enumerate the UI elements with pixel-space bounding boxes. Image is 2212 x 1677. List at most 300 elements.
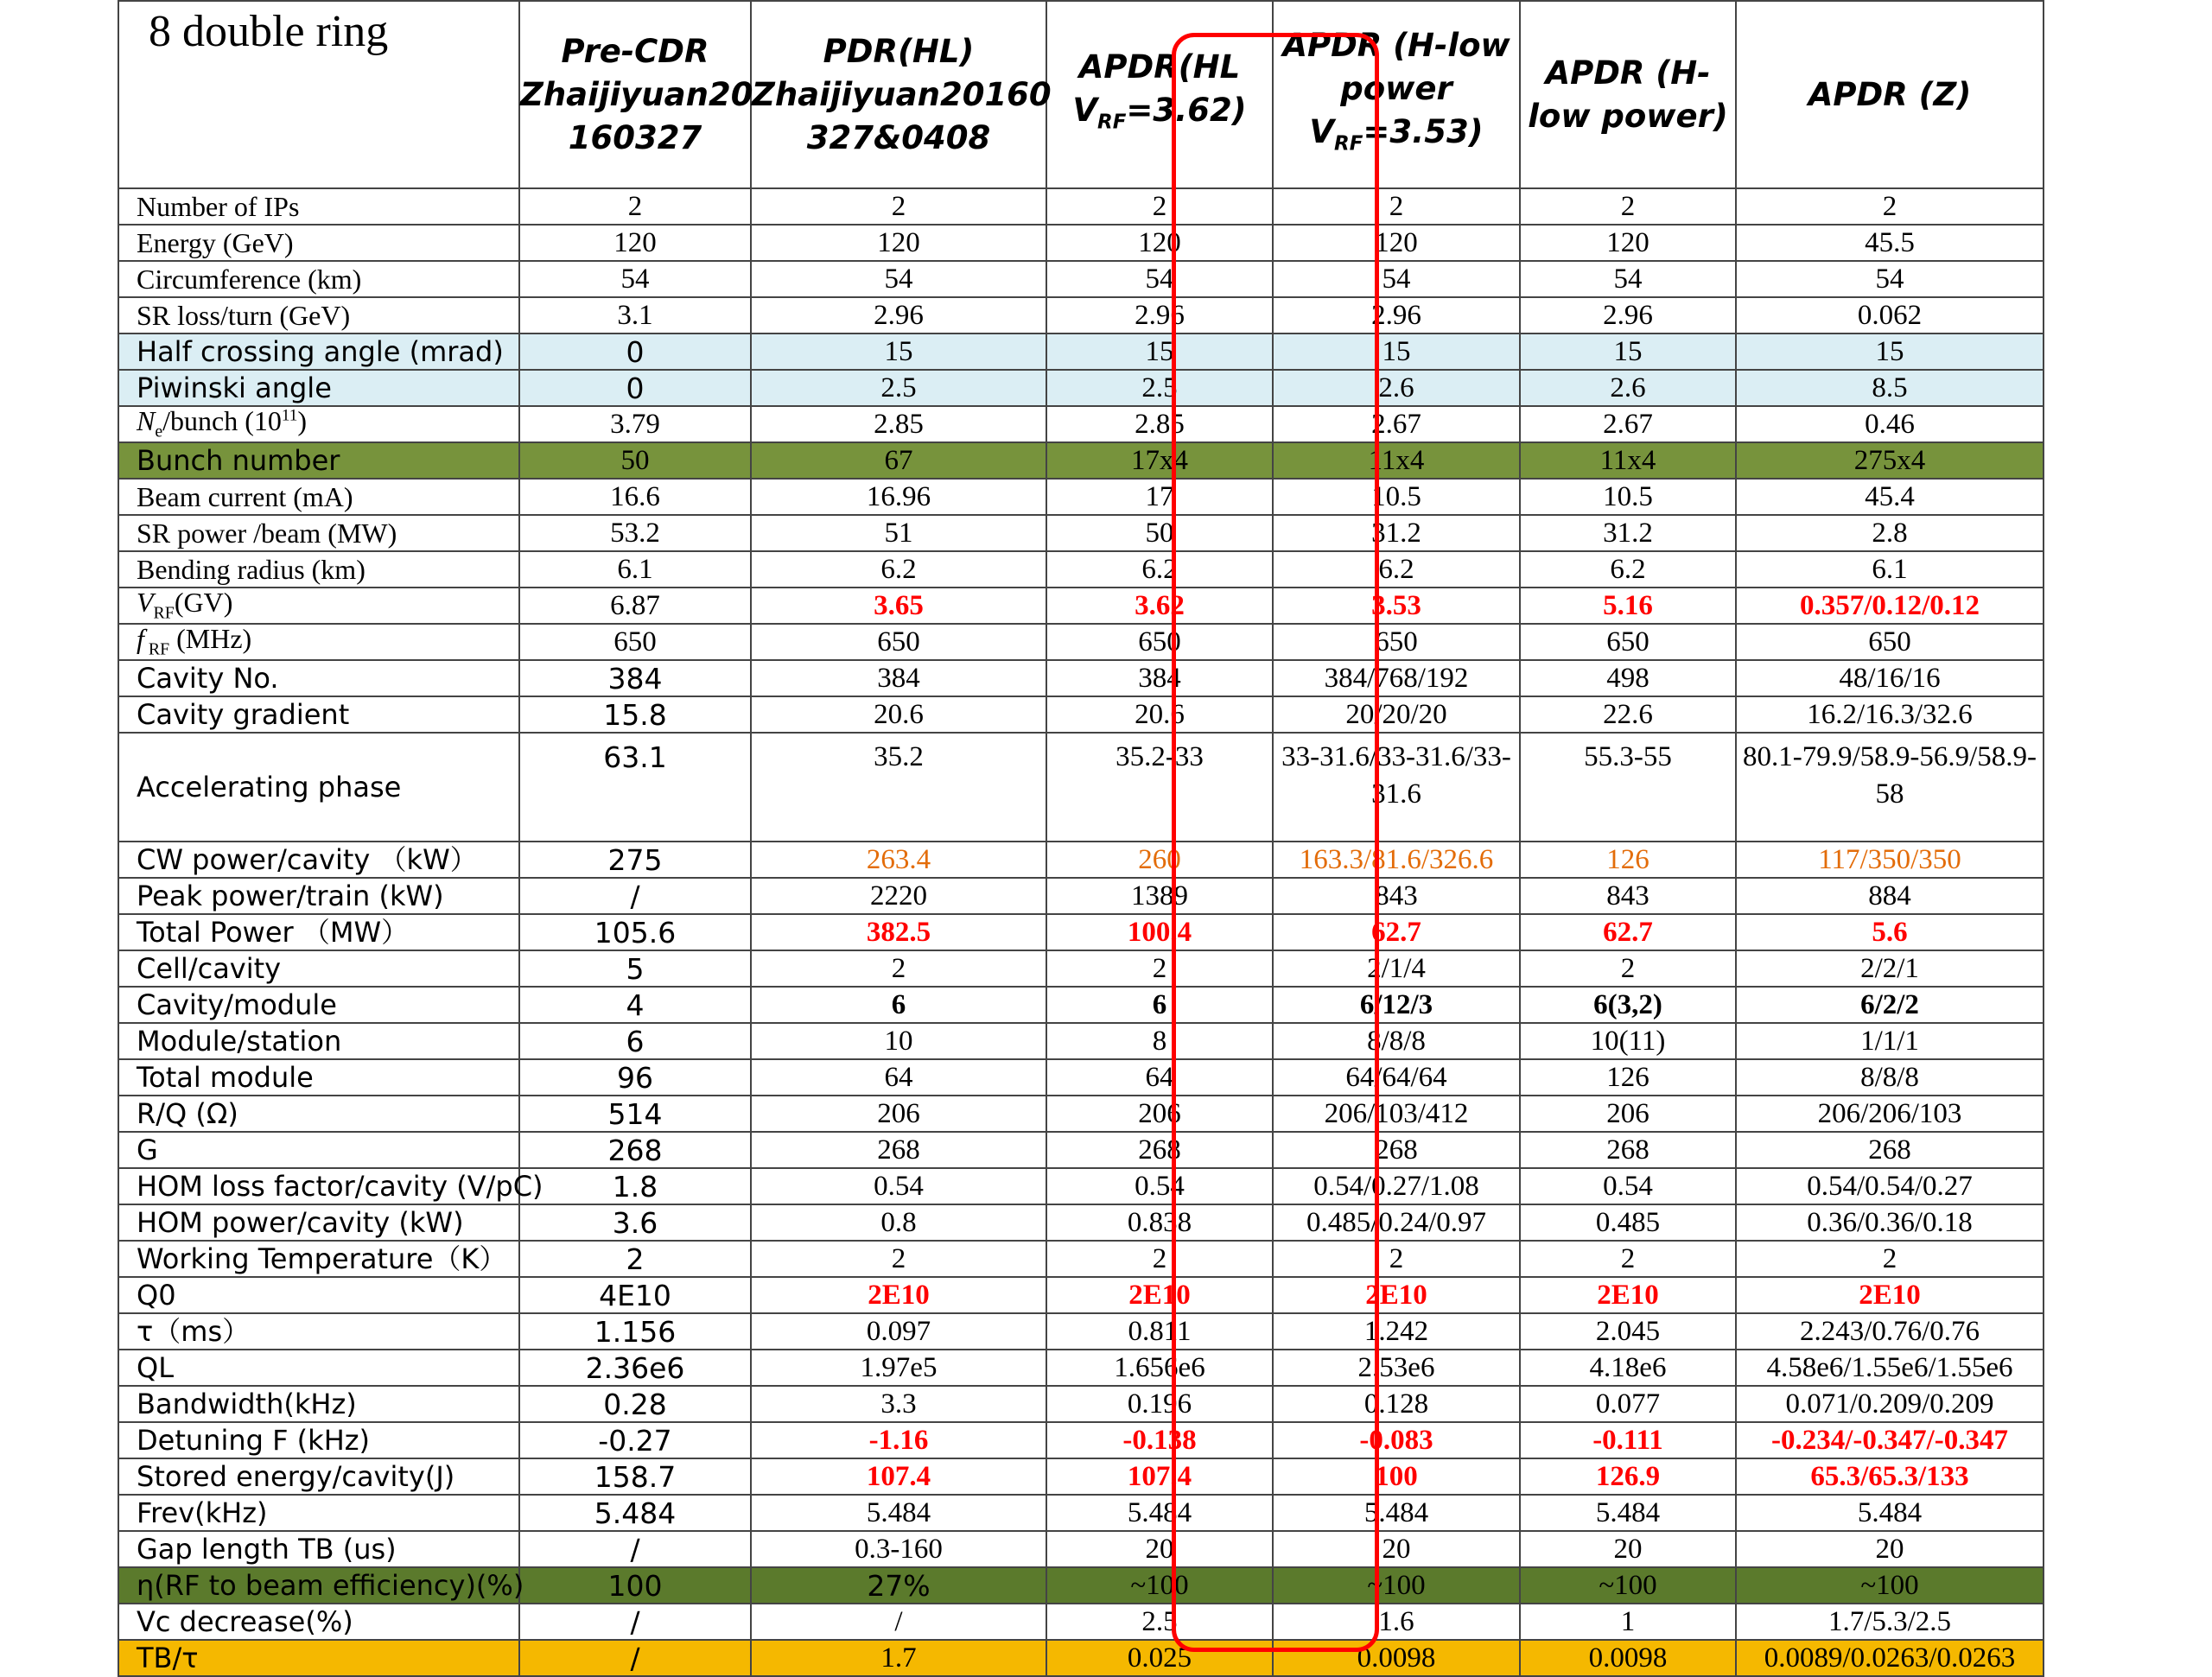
table-cell: 2 [519, 1241, 751, 1277]
table-cell: 51 [751, 515, 1046, 551]
table-cell: 8.5 [1736, 370, 2044, 406]
row-label-q0: Q0 [118, 1277, 519, 1313]
table-cell: 5 [519, 950, 751, 987]
row-label-tb: TB/τ [118, 1640, 519, 1676]
table-cell: 0.025 [1046, 1640, 1273, 1676]
table-cell: ~100 [1520, 1567, 1736, 1604]
table-cell: 650 [519, 624, 751, 660]
row-label-ql: QL [118, 1350, 519, 1386]
table-cell: 3.6 [519, 1204, 751, 1241]
table-cell: 0.357/0.12/0.12 [1736, 588, 2044, 624]
table-cell: 2.96 [1520, 297, 1736, 333]
row-label-cavity-module: Cavity/module [118, 987, 519, 1023]
table-cell: 0.54/0.54/0.27 [1736, 1168, 2044, 1204]
table-cell: 884 [1736, 878, 2044, 914]
table-row [118, 624, 2044, 660]
table-cell: 0.485 [1520, 1204, 1736, 1241]
table-cell: 22.6 [1520, 696, 1736, 733]
table-cell: 1.656e6 [1046, 1350, 1273, 1386]
table-cell: 2 [1046, 188, 1273, 225]
header-row [118, 1, 2044, 188]
table-row [118, 1604, 2044, 1640]
table-cell: 206 [1520, 1096, 1736, 1132]
table-cell: 35.2 [751, 733, 1046, 842]
table-row [118, 878, 2044, 914]
table-cell: 100.4 [1046, 914, 1273, 950]
table-cell: 843 [1273, 878, 1520, 914]
parameter-table-container [118, 0, 2043, 1675]
table-cell: 80.1-79.9/58.9-56.9/58.9-58 [1736, 733, 2044, 842]
table-cell: 105.6 [519, 914, 751, 950]
table-cell: 5.484 [519, 1495, 751, 1531]
table-cell: 268 [751, 1132, 1046, 1168]
table-cell: 54 [1736, 261, 2044, 297]
table-cell: 0.071/0.209/0.209 [1736, 1386, 2044, 1422]
table-cell: 1/1/1 [1736, 1023, 2044, 1059]
table-row [118, 1640, 2044, 1676]
table-cell: 2/2/1 [1736, 950, 2044, 987]
table-cell: 0 [519, 333, 751, 370]
table-row [118, 660, 2044, 696]
row-label-detuning-f-khz: Detuning F (kHz) [118, 1422, 519, 1458]
table-cell: 2.243/0.76/0.76 [1736, 1313, 2044, 1350]
table-row [118, 479, 2044, 515]
table-cell: 206 [751, 1096, 1046, 1132]
table-cell: 206 [1046, 1096, 1273, 1132]
table-cell: 6.2 [1520, 551, 1736, 588]
table-row [118, 1168, 2044, 1204]
table-cell: 120 [1273, 225, 1520, 261]
row-label-gap-length-tb-us: Gap length TB (us) [118, 1531, 519, 1567]
table-cell: 268 [519, 1132, 751, 1168]
table-cell: 263.4 [751, 842, 1046, 878]
table-cell: 0.0089/0.0263/0.0263 [1736, 1640, 2044, 1676]
table-cell: 6.2 [751, 551, 1046, 588]
table-cell: 2 [751, 188, 1046, 225]
table-cell: 2.5 [1046, 1604, 1273, 1640]
table-row [118, 515, 2044, 551]
table-cell: 384/768/192 [1273, 660, 1520, 696]
row-label-cavity-no: Cavity No. [118, 660, 519, 696]
table-cell: 3.79 [519, 406, 751, 442]
table-cell: 2.85 [1046, 406, 1273, 442]
table-cell: 384 [519, 660, 751, 696]
table-cell: 2 [1273, 188, 1520, 225]
table-cell: 117/350/350 [1736, 842, 2044, 878]
table-cell: 268 [1736, 1132, 2044, 1168]
table-cell: 126.9 [1520, 1458, 1736, 1495]
table-cell: 48/16/16 [1736, 660, 2044, 696]
row-label-hom-power-cavity-kw: HOM power/cavity (kW) [118, 1204, 519, 1241]
table-cell: 382.5 [751, 914, 1046, 950]
table-cell: 268 [1273, 1132, 1520, 1168]
table-cell: 5.484 [1046, 1495, 1273, 1531]
table-cell: ~100 [1736, 1567, 2044, 1604]
table-row [118, 1059, 2044, 1096]
table-cell: 0.54 [1520, 1168, 1736, 1204]
table-cell: 5.484 [1520, 1495, 1736, 1531]
table-cell: 650 [1046, 624, 1273, 660]
table-cell: 120 [1046, 225, 1273, 261]
row-label-bending-radius-km: Bending radius (km) [118, 551, 519, 588]
table-cell: 0.54 [751, 1168, 1046, 1204]
table-cell: 0.838 [1046, 1204, 1273, 1241]
col-header-apdr-h-low-power: APDR (H- low power) [1520, 1, 1736, 188]
table-cell: 5.484 [1736, 1495, 2044, 1531]
row-label-piwinski-angle: Piwinski angle [118, 370, 519, 406]
col-header-pre-cdr: Pre-CDR Zhaijiyuan20 160327 [519, 1, 751, 188]
row-label-frev-khz: Frev(kHz) [118, 1495, 519, 1531]
table-cell: 650 [1520, 624, 1736, 660]
row-label-half-crossing-angle-mrad: Half crossing angle (mrad) [118, 333, 519, 370]
row-label-cw-power-cavity-kw: CW power/cavity （kW） [118, 842, 519, 878]
table-cell: -0.138 [1046, 1422, 1273, 1458]
row-label-sr-loss-turn-gev: SR loss/turn (GeV) [118, 297, 519, 333]
table-cell: 11x4 [1273, 442, 1520, 479]
table-cell: / [519, 1531, 751, 1567]
table-cell: 6.2 [1046, 551, 1273, 588]
table-row [118, 842, 2044, 878]
table-cell: 15 [1520, 333, 1736, 370]
table-cell: 8/8/8 [1736, 1059, 2044, 1096]
table-row [118, 1458, 2044, 1495]
table-cell: -0.234/-0.347/-0.347 [1736, 1422, 2044, 1458]
table-cell: 5.16 [1520, 588, 1736, 624]
table-cell: 2E10 [1046, 1277, 1273, 1313]
table-cell: 35.2-33 [1046, 733, 1273, 842]
table-cell: 0.097 [751, 1313, 1046, 1350]
table-row [118, 442, 2044, 479]
row-label-r-q: R/Q (Ω) [118, 1096, 519, 1132]
table-cell: / [751, 1604, 1046, 1640]
table-cell: / [519, 878, 751, 914]
table-cell: 2220 [751, 878, 1046, 914]
table-cell: 2 [751, 1241, 1046, 1277]
table-cell: 100 [1273, 1458, 1520, 1495]
table-cell: 268 [1520, 1132, 1736, 1168]
table-row [118, 987, 2044, 1023]
row-label-cell-cavity: Cell/cavity [118, 950, 519, 987]
col-header-pdr-hl: PDR(HL) Zhaijiyuan20160 327&0408 [751, 1, 1046, 188]
table-cell: 10.5 [1273, 479, 1520, 515]
table-cell: -1.16 [751, 1422, 1046, 1458]
table-cell: 0.485/0.24/0.97 [1273, 1204, 1520, 1241]
row-label-vc-decrease: Vc decrease(%) [118, 1604, 519, 1640]
row-label-bandwidth-khz: Bandwidth(kHz) [118, 1386, 519, 1422]
table-cell: 31.2 [1273, 515, 1520, 551]
table-cell: 6/2/2 [1736, 987, 2044, 1023]
row-label-total-module: Total module [118, 1059, 519, 1096]
table-cell: 3.3 [751, 1386, 1046, 1422]
table-cell: 100 [519, 1567, 751, 1604]
table-cell: 6.1 [1736, 551, 2044, 588]
table-cell: 8/8/8 [1273, 1023, 1520, 1059]
table-cell: 206/103/412 [1273, 1096, 1520, 1132]
table-row [118, 588, 2044, 624]
table-cell: 0.3-160 [751, 1531, 1046, 1567]
table-row [118, 1313, 2044, 1350]
table-cell: 2.5 [1046, 370, 1273, 406]
row-label-accelerating-phase: Accelerating phase [118, 733, 519, 842]
table-cell: 5.6 [1736, 914, 2044, 950]
table-cell: 16.2/16.3/32.6 [1736, 696, 2044, 733]
table-cell: 6/12/3 [1273, 987, 1520, 1023]
table-cell: 20 [1520, 1531, 1736, 1567]
table-cell: 0.54 [1046, 1168, 1273, 1204]
table-cell: 1.6 [1273, 1604, 1520, 1640]
table-row [118, 1567, 2044, 1604]
table-row [118, 1096, 2044, 1132]
table-cell: 16.96 [751, 479, 1046, 515]
table-cell: / [519, 1604, 751, 1640]
table-row [118, 1023, 2044, 1059]
table-row [118, 1422, 2044, 1458]
table-cell: 1.156 [519, 1313, 751, 1350]
table-cell: -0.083 [1273, 1422, 1520, 1458]
table-cell: 62.7 [1273, 914, 1520, 950]
row-label-g: G [118, 1132, 519, 1168]
table-row [118, 1204, 2044, 1241]
table-cell: 2.67 [1520, 406, 1736, 442]
table-cell: 650 [1273, 624, 1520, 660]
table-cell: 268 [1046, 1132, 1273, 1168]
table-row [118, 733, 2044, 842]
table-cell: 1.8 [519, 1168, 751, 1204]
table-cell: 2/1/4 [1273, 950, 1520, 987]
col-header-apdr-h-low-power-vrf: APDR (H-low power $V_{RF}=3.53$) [1273, 1, 1520, 188]
table-cell: 107.4 [1046, 1458, 1273, 1495]
table-row [118, 950, 2044, 987]
table-cell: 45.4 [1736, 479, 2044, 515]
table-cell: 0.8 [751, 1204, 1046, 1241]
table-cell: 6 [1046, 987, 1273, 1023]
table-cell: 20 [1273, 1531, 1520, 1567]
table-cell: 206/206/103 [1736, 1096, 2044, 1132]
table-cell: 163.3/81.6/326.6 [1273, 842, 1520, 878]
table-cell: 3.62 [1046, 588, 1273, 624]
table-cell: 158.7 [519, 1458, 751, 1495]
table-row [118, 1386, 2044, 1422]
table-cell: 6 [519, 1023, 751, 1059]
table-cell: 0.128 [1273, 1386, 1520, 1422]
table-cell: 64 [1046, 1059, 1273, 1096]
table-row [118, 1277, 2044, 1313]
table-cell: 4.58e6/1.55e6/1.55e6 [1736, 1350, 2044, 1386]
row-label-total-power-mw: Total Power （MW） [118, 914, 519, 950]
table-cell: 2 [1046, 950, 1273, 987]
table-cell: 0.811 [1046, 1313, 1273, 1350]
row-label-working-temperature-k: Working Temperature（K） [118, 1241, 519, 1277]
table-row [118, 1350, 2044, 1386]
table-cell: 1.97e5 [751, 1350, 1046, 1386]
table-cell: 2 [1046, 1241, 1273, 1277]
table-row [118, 297, 2044, 333]
table-cell: 0.196 [1046, 1386, 1273, 1422]
table-cell: 3.53 [1273, 588, 1520, 624]
table-cell: 120 [519, 225, 751, 261]
table-cell: 1.7 [751, 1640, 1046, 1676]
table-cell: 6.2 [1273, 551, 1520, 588]
col-header-apdr-hl: APDR(HL $V_{RF}=3.62$) [1046, 1, 1273, 188]
table-row [118, 1132, 2044, 1168]
table-cell: 2.6 [1273, 370, 1520, 406]
table-cell: 6.1 [519, 551, 751, 588]
table-cell: 0.0098 [1273, 1640, 1520, 1676]
row-label-rf-to-beam-efficiency: η(RF to beam efficiency)(%) [118, 1567, 519, 1604]
table-cell: 50 [519, 442, 751, 479]
row-label-vrf-gv: $V_{RF}(GV)$ [118, 588, 519, 624]
row-label-beam-current-ma: Beam current (mA) [118, 479, 519, 515]
table-cell: ~100 [1046, 1567, 1273, 1604]
table-cell: 54 [751, 261, 1046, 297]
table-cell: 843 [1520, 878, 1736, 914]
table-cell: 33-31.6/33-31.6/33-31.6 [1273, 733, 1520, 842]
table-cell: 650 [751, 624, 1046, 660]
table-cell: 20/20/20 [1273, 696, 1520, 733]
table-cell: 514 [519, 1096, 751, 1132]
table-cell: 8 [1046, 1023, 1273, 1059]
row-label-ne-bunch-10-11: $N_e$/bunch $(10^{11})$ [118, 406, 519, 442]
table-cell: 96 [519, 1059, 751, 1096]
table-cell: / [519, 1640, 751, 1676]
table-cell: 17x4 [1046, 442, 1273, 479]
table-row [118, 1495, 2044, 1531]
table-cell: 2 [1520, 188, 1736, 225]
table-cell: 20.6 [1046, 696, 1273, 733]
table-cell: 20.6 [751, 696, 1046, 733]
table-cell: 15 [751, 333, 1046, 370]
row-label-sr-power-beam-mw: SR power /beam (MW) [118, 515, 519, 551]
table-cell: 5.484 [751, 1495, 1046, 1531]
table-cell: 45.5 [1736, 225, 2044, 261]
table-cell: 2E10 [1273, 1277, 1520, 1313]
table-cell: 4 [519, 987, 751, 1023]
table-cell: 2.96 [751, 297, 1046, 333]
table-title: 8 double ring [118, 1, 519, 188]
table-cell: 62.7 [1520, 914, 1736, 950]
table-row [118, 696, 2044, 733]
table-cell: 120 [1520, 225, 1736, 261]
table-cell: 0.54/0.27/1.08 [1273, 1168, 1520, 1204]
table-cell: 65.3/65.3/133 [1736, 1458, 2044, 1495]
table-cell: 63.1 [519, 733, 751, 842]
table-cell: 2 [519, 188, 751, 225]
table-cell: 2E10 [1736, 1277, 2044, 1313]
table-cell: 2 [751, 950, 1046, 987]
row-label-number-of-ips: Number of IPs [118, 188, 519, 225]
table-cell: 2.53e6 [1273, 1350, 1520, 1386]
table-cell: 6(3,2) [1520, 987, 1736, 1023]
table-cell: 650 [1736, 624, 2044, 660]
table-cell: 0.36/0.36/0.18 [1736, 1204, 2044, 1241]
row-label-hom-loss-factor-cavity-v-pc: HOM loss factor/cavity (V/pC) [118, 1168, 519, 1204]
table-cell: 2.96 [1046, 297, 1273, 333]
table-cell: 64/64/64 [1273, 1059, 1520, 1096]
table-row [118, 406, 2044, 442]
table-cell: 384 [751, 660, 1046, 696]
row-label-cavity-gradient: Cavity gradient [118, 696, 519, 733]
table-cell: 16.6 [519, 479, 751, 515]
row-label-peak-power-train-kw: Peak power/train (kW) [118, 878, 519, 914]
table-cell: 2.67 [1273, 406, 1520, 442]
table-cell: 498 [1520, 660, 1736, 696]
table-cell: 2 [1520, 1241, 1736, 1277]
table-cell: 275 [519, 842, 751, 878]
table-cell: 54 [1046, 261, 1273, 297]
table-cell: 67 [751, 442, 1046, 479]
table-cell: -0.27 [519, 1422, 751, 1458]
table-cell: 384 [1046, 660, 1273, 696]
parameter-table [118, 0, 2044, 1677]
row-label-stored-energy-cavity-j: Stored energy/cavity(J) [118, 1458, 519, 1495]
table-cell: ~100 [1273, 1567, 1520, 1604]
table-cell: 53.2 [519, 515, 751, 551]
table-cell: 4.18e6 [1520, 1350, 1736, 1386]
table-cell: -0.111 [1520, 1422, 1736, 1458]
table-row [118, 1531, 2044, 1567]
table-cell: 5.484 [1273, 1495, 1520, 1531]
table-cell: 0.062 [1736, 297, 2044, 333]
table-cell: 2 [1520, 950, 1736, 987]
table-cell: 2E10 [751, 1277, 1046, 1313]
table-row [118, 1241, 2044, 1277]
row-label-module-station: Module/station [118, 1023, 519, 1059]
table-row [118, 333, 2044, 370]
table-body [118, 188, 2044, 1676]
table-cell: 6.87 [519, 588, 751, 624]
table-cell: 15 [1046, 333, 1273, 370]
table-cell: 15 [1736, 333, 2044, 370]
table-cell: 10 [751, 1023, 1046, 1059]
table-cell: 0.46 [1736, 406, 2044, 442]
table-cell: 15 [1273, 333, 1520, 370]
table-cell: 20 [1736, 1531, 2044, 1567]
table-cell: 20 [1046, 1531, 1273, 1567]
table-cell: 0 [519, 370, 751, 406]
table-cell: 2.36e6 [519, 1350, 751, 1386]
row-label-f-rf-mhz: f $_{RF}$ (MHz) [118, 624, 519, 660]
row-label-energy-gev: Energy (GeV) [118, 225, 519, 261]
row-label-ms: τ（ms） [118, 1313, 519, 1350]
table-row [118, 188, 2044, 225]
table-row [118, 551, 2044, 588]
table-cell: 2 [1273, 1241, 1520, 1277]
table-cell: 2.5 [751, 370, 1046, 406]
table-row [118, 370, 2044, 406]
table-cell: 0.0098 [1520, 1640, 1736, 1676]
col-header-apdr-z: APDR (Z) [1736, 1, 2044, 188]
table-cell: 10.5 [1520, 479, 1736, 515]
table-cell: 2 [1736, 188, 2044, 225]
table-cell: 54 [1520, 261, 1736, 297]
table-cell: 55.3-55 [1520, 733, 1736, 842]
table-cell: 260 [1046, 842, 1273, 878]
table-cell: 17 [1046, 479, 1273, 515]
table-cell: 2.8 [1736, 515, 2044, 551]
table-cell: 0.28 [519, 1386, 751, 1422]
table-cell: 126 [1520, 842, 1736, 878]
table-cell: 1389 [1046, 878, 1273, 914]
table-cell: 15.8 [519, 696, 751, 733]
table-cell: 2.96 [1273, 297, 1520, 333]
table-cell: 6 [751, 987, 1046, 1023]
table-cell: 1 [1520, 1604, 1736, 1640]
table-cell: 1.7/5.3/2.5 [1736, 1604, 2044, 1640]
table-cell: 4E10 [519, 1277, 751, 1313]
table-row [118, 914, 2044, 950]
table-cell: 10(11) [1520, 1023, 1736, 1059]
table-cell: 2.85 [751, 406, 1046, 442]
